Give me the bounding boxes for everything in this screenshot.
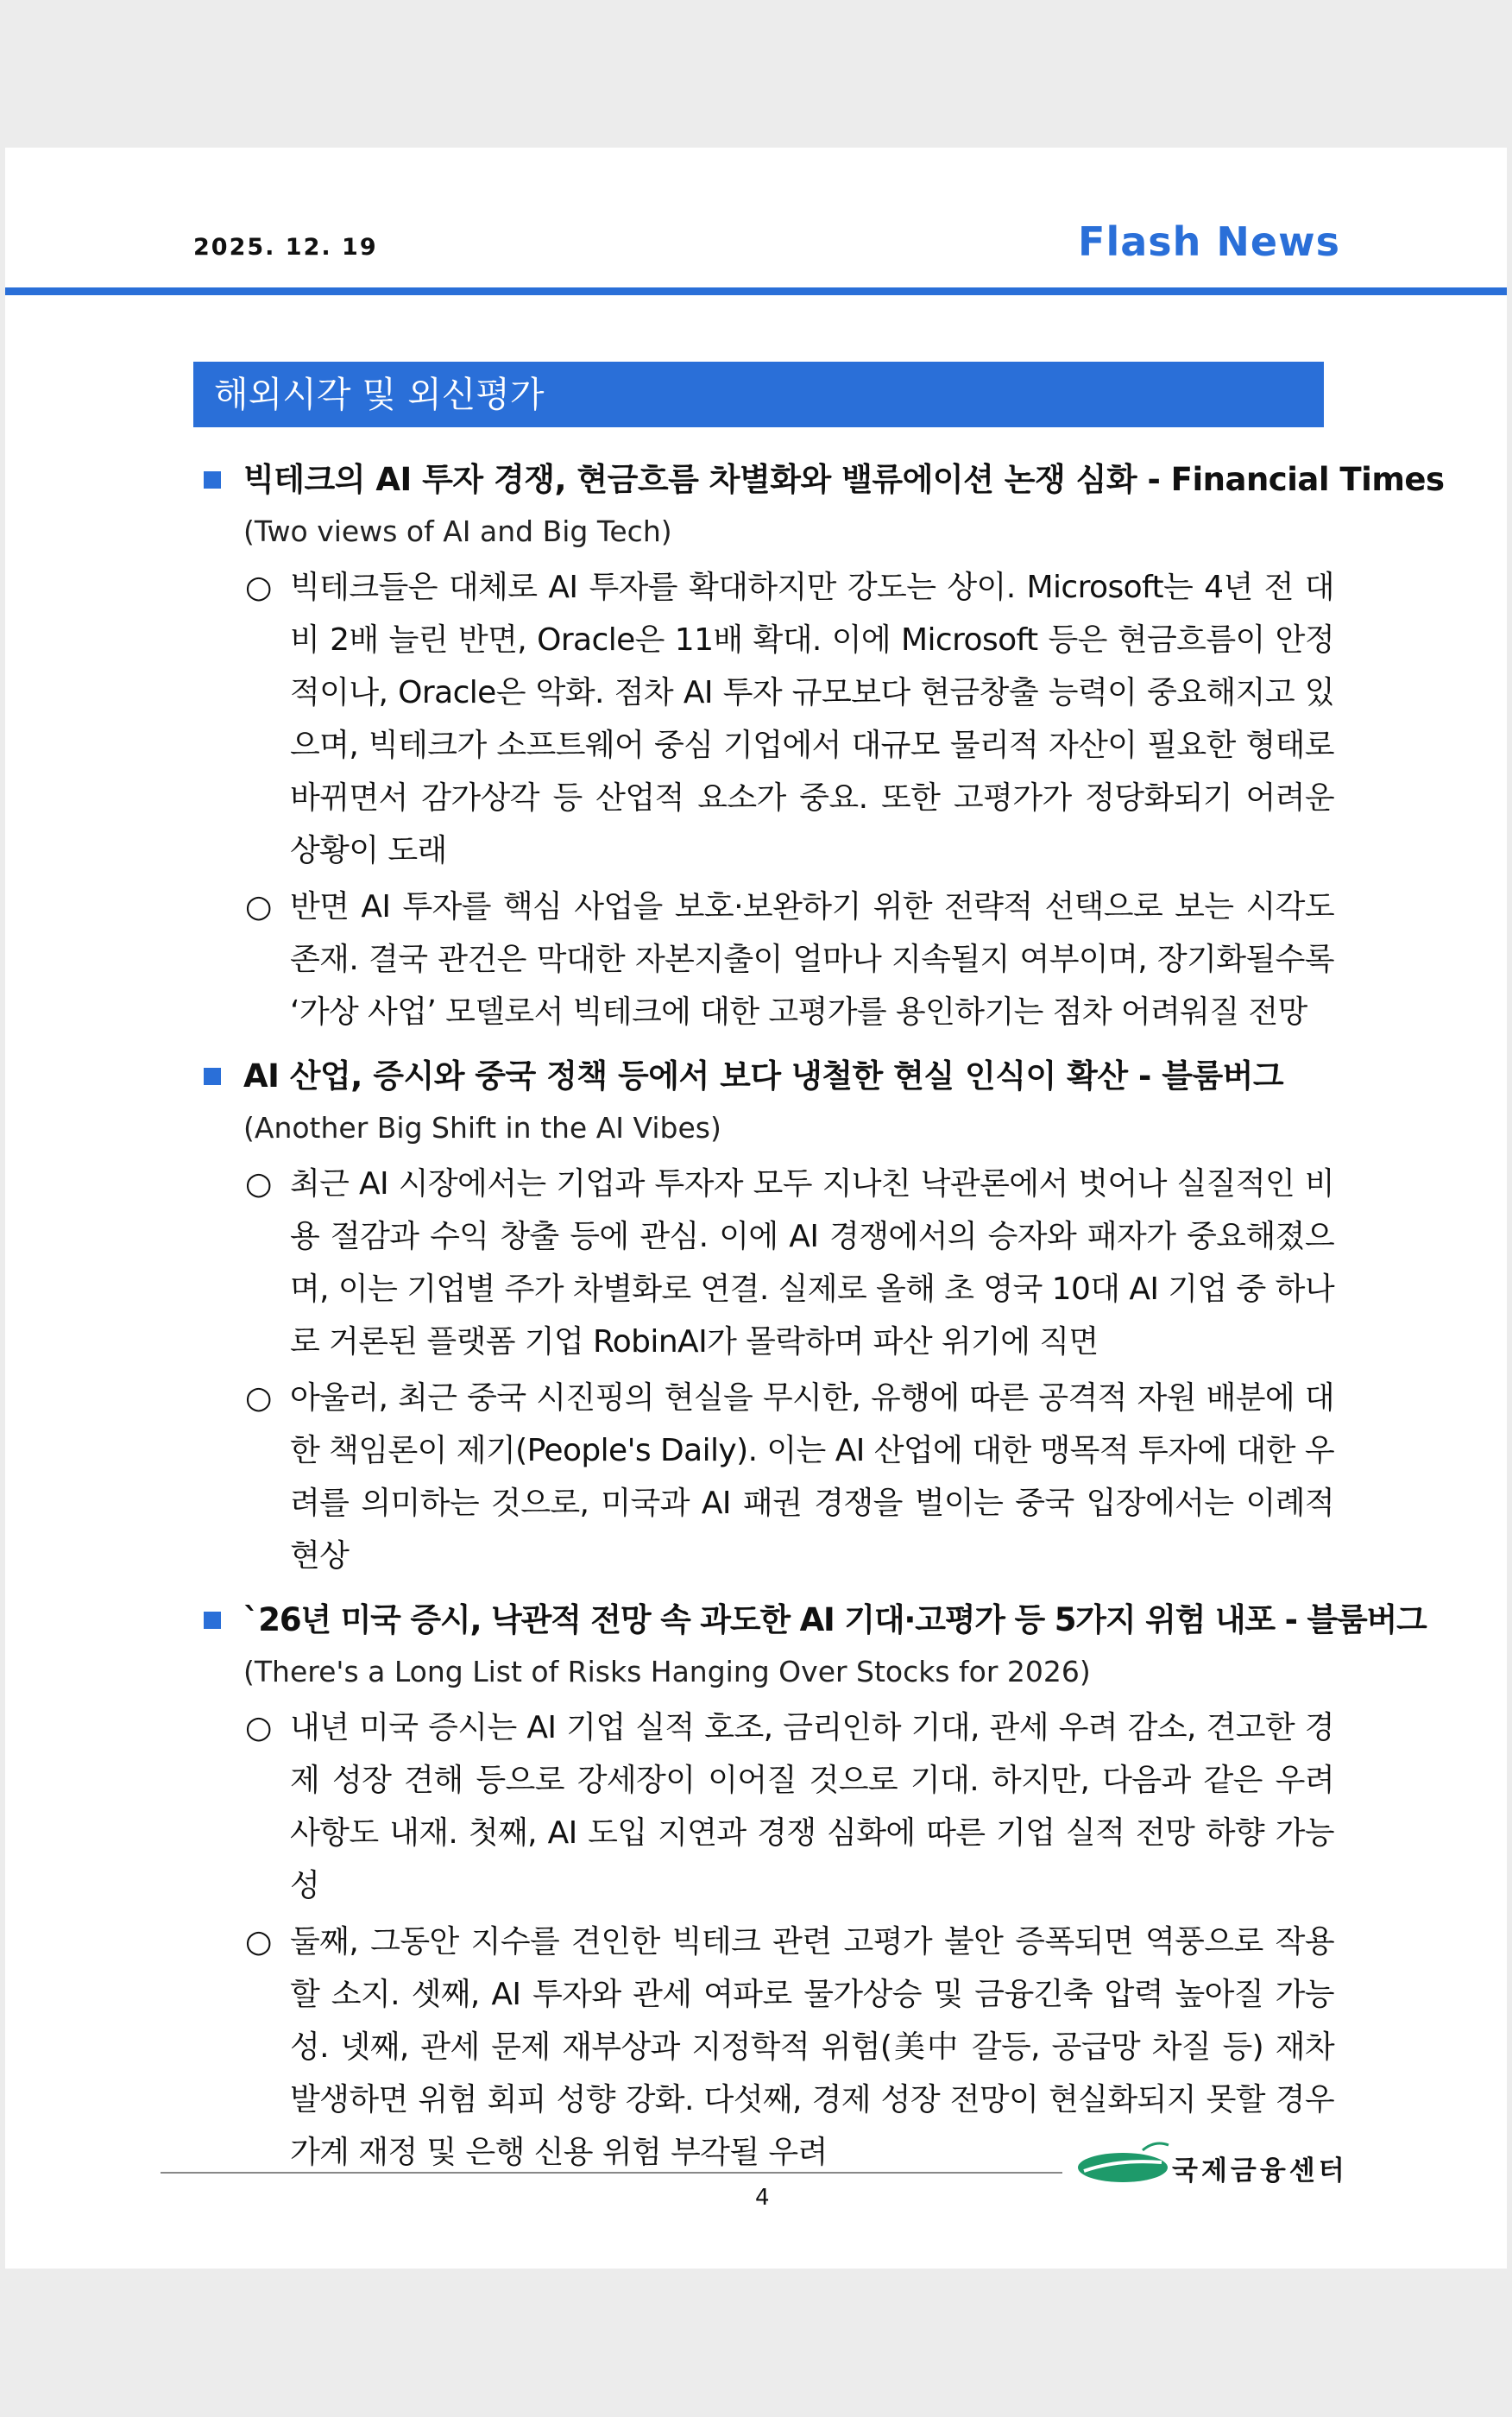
circle-bullet-icon: ○ [245,889,273,925]
logo-text: 국제금융센터 [1172,2155,1348,2187]
news-source-title: (Two views of AI and Big Tech) [243,514,672,548]
document-page [5,148,1507,2269]
circle-bullet-icon: ○ [245,1710,273,1745]
page-number: 4 [755,2185,770,2211]
bullet-text: 반면 AI 투자를 핵심 사업을 보호·보완하기 위한 전략적 선택으로 보는 시각도 존재. 결국 관건은 막대한 자본지출이 얼마나 지속될지 여부이며, 장기화될수록 ‘가상 사업’ 모델로서 빅테크에 대한 고평가를 용인하기는 점차 어려워질 전망 [290,889,1334,1030]
news-list [204,454,1445,2191]
brand-title: Flash News [1078,218,1340,265]
news-bullet [245,1701,1334,1912]
square-bullet-icon [204,1068,221,1085]
bullet-text: 최근 AI 시장에서는 기업과 투자자 모두 지나친 낙관론에서 벗어나 실질적인 비용 절감과 수익 창출 등에 관심. 이에 AI 경쟁에서의 승자와 패자가 중요해졌으며, 이는 기업별 주가 차별화로 연결. 실제로 올해 초 영국 10대 AI 기업 중 하나로 거론된 플랫폼 기업 RobinAI가 몰락하며 파산 위기에 직면 [290,1166,1334,1360]
news-item [204,1594,1427,2179]
news-title: `26년 미국 증시, 낙관적 전망 속 과도한 AI 기대·고평가 등 5가지 위험 내포 - 블룸버그 [243,1601,1427,1638]
bullet-text: 빅테크들은 대체로 AI 투자를 확대하지만 강도는 상이. Microsoft는 4년 전 대비 2배 늘린 반면, Oracle은 11배 확대. 이에 Microsoft 등은 현금흐름이 안정적이나, Oracle은 악화. 점차 AI 투자 규모보다 현금창출 능력이 중요해지고 있으며, 빅테크가 소프트웨어 중심 기업에서 대규모 물리적 자산이 필요한 형태로 바뀌면서 감가상각 등 산업적 요소가 중요. 또한 고평가가 정당화되기 어려운 상황이 도래 [290,570,1334,868]
footer-divider [161,2172,1062,2174]
news-bullet [245,1372,1334,1582]
news-title: 빅테크의 AI 투자 경쟁, 현금흐름 차별화와 밸류에이션 논쟁 심화 - Financial Times [243,461,1445,498]
news-item [204,1051,1334,1582]
news-source-title: (There's a Long List of Risks Hanging Over Stocks for 2026) [243,1655,1091,1688]
circle-bullet-icon: ○ [245,570,273,605]
news-source-title: (Another Big Shift in the AI Vibes) [243,1111,721,1145]
circle-bullet-icon: ○ [245,1924,273,1959]
news-item [204,454,1445,1038]
news-bullet [245,1158,1334,1368]
circle-bullet-icon: ○ [245,1380,273,1416]
circle-bullet-icon: ○ [245,1166,273,1202]
report-date: 2025. 12. 19 [193,234,378,261]
bullet-text: 내년 미국 증시는 AI 기업 실적 호조, 금리인하 기대, 관세 우려 감소, 견고한 경제 성장 견해 등으로 강세장이 이어질 것으로 기대. 하지만, 다음과 같은 우려 사항도 내재. 첫째, AI 도입 지연과 경쟁 심화에 따른 기업 실적 전망 하향 가능성 [290,1710,1334,1903]
square-bullet-icon [204,1612,221,1629]
bullet-text: 둘째, 그동안 지수를 견인한 빅테크 관련 고평가 불안 증폭되면 역풍으로 작용할 소지. 셋째, AI 투자와 관세 여파로 물가상승 및 금융긴축 압력 높아질 가능성. 넷째, 관세 문제 재부상과 지정학적 위험(美中 갈등, 공급망 차질 등) 재차 발생하면 위험 회피 성향 강화. 다섯째, 경제 성장 전망이 현실화되지 못할 경우 가계 재정 및 은행 신용 위험 부각될 우려 [290,1924,1334,2170]
news-title: AI 산업, 증시와 중국 정책 등에서 보다 냉철한 현실 인식이 확산 - 블룸버그 [243,1057,1284,1095]
news-bullet [245,561,1334,877]
news-bullet [245,880,1334,1038]
square-bullet-icon [204,471,221,489]
section-title: 해외시각 및 외신평가 [193,362,1324,427]
header-divider [5,287,1507,295]
bullet-text: 아울러, 최근 중국 시진핑의 현실을 무시한, 유행에 따른 공격적 자원 배분에 대한 책임론이 제기(People's Daily). 이는 AI 산업에 대한 맹목적 투자에 대한 우려를 의미하는 것으로, 미국과 AI 패권 경쟁을 벌이는 중국 입장에서는 이례적 현상 [290,1380,1334,1574]
